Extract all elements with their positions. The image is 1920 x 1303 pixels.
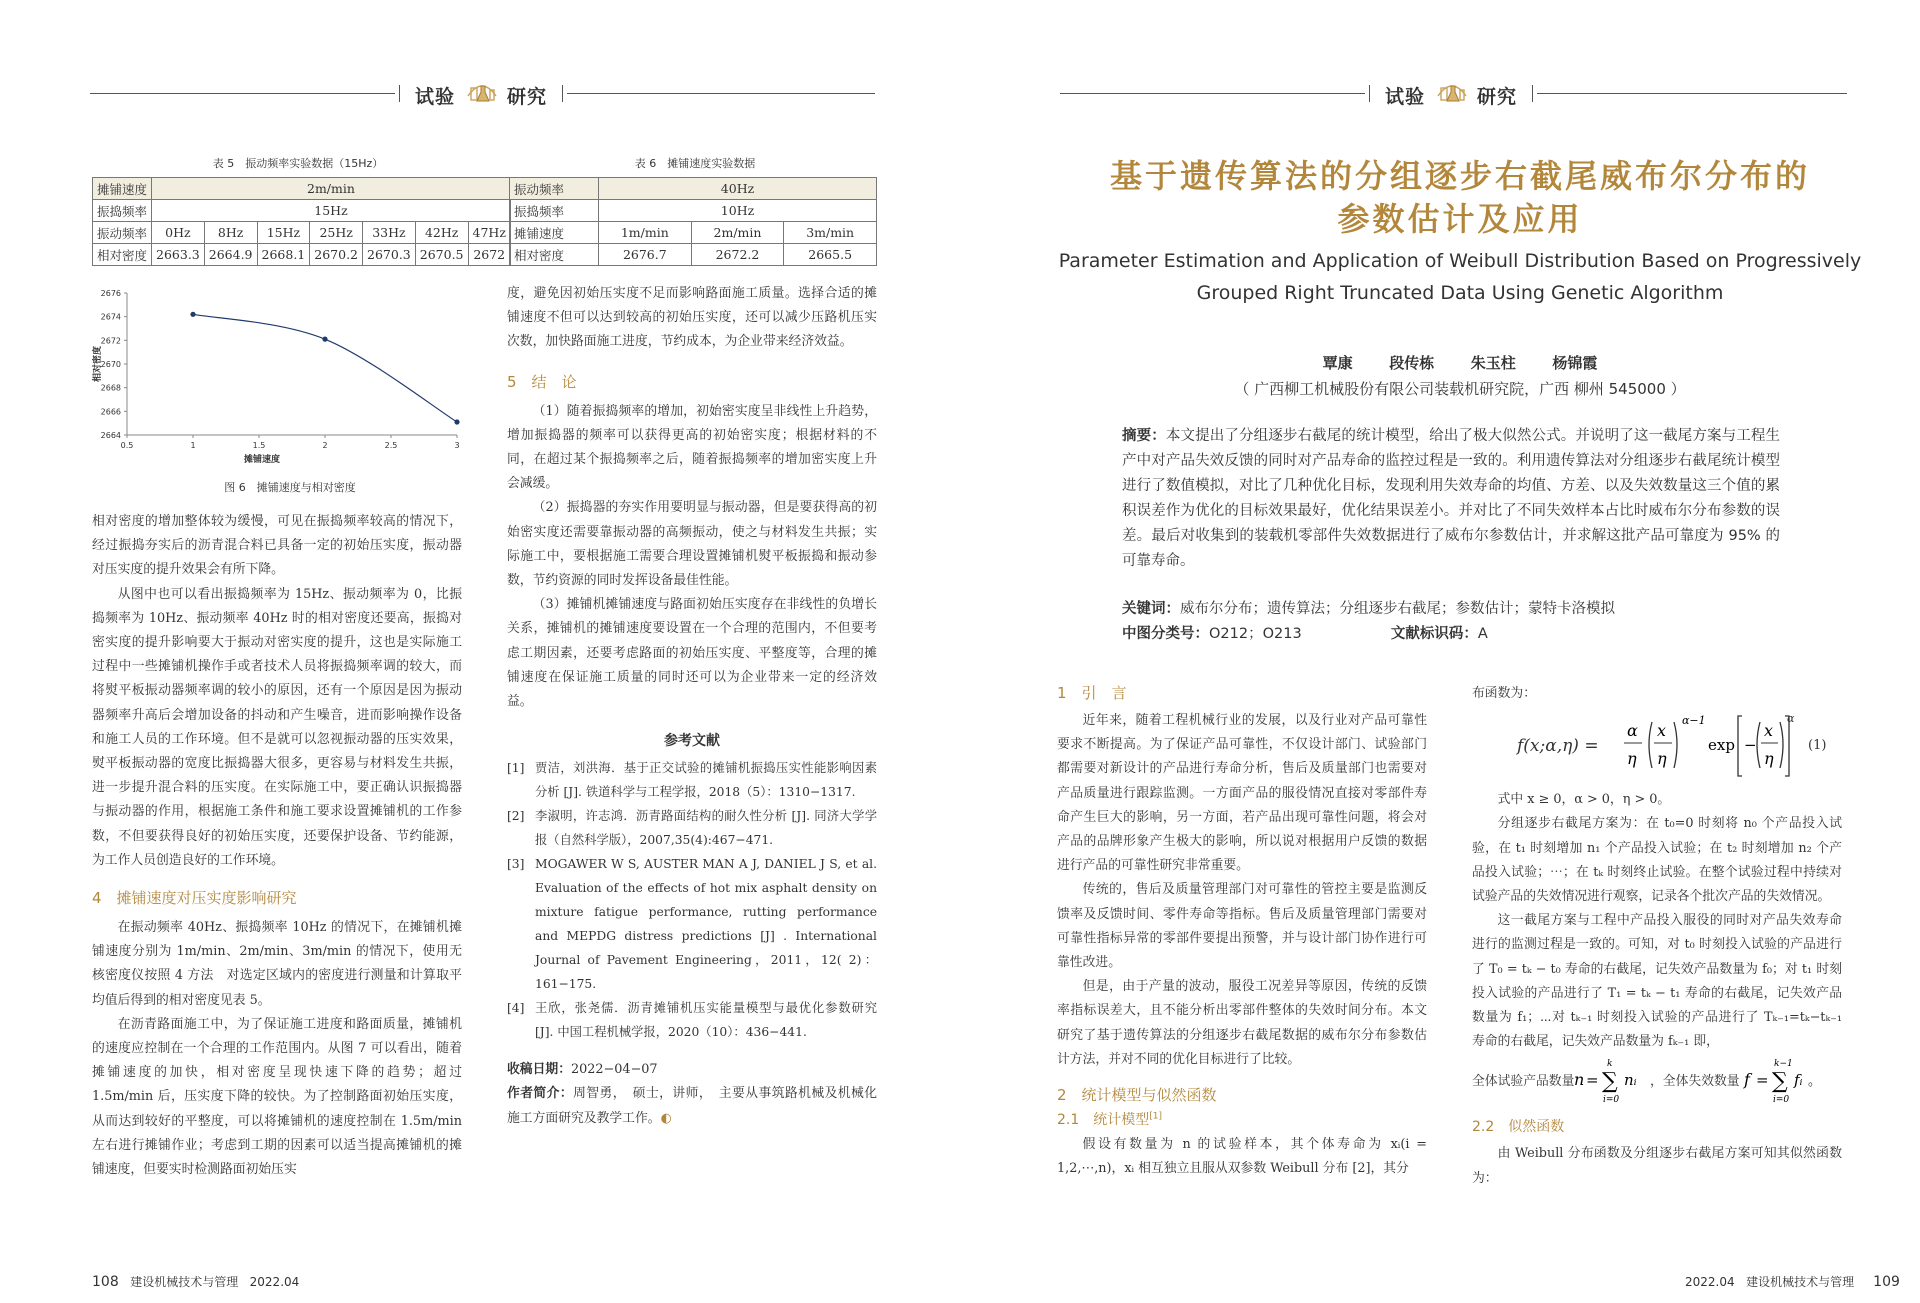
y-tick-label: 2668 [100,383,121,393]
svg-text:nᵢ: nᵢ [1624,1071,1637,1090]
formula-expression [1622,710,1795,786]
svg-text:η: η [1764,749,1774,769]
reference-item [507,996,877,1044]
svg-text:。: 。 [1808,1074,1822,1090]
article-title-cn-1: 基于遗传算法的分组逐步右截尾威布尔分布的 [1109,157,1810,195]
right-col3 [1057,682,1427,1181]
paragraph: 在振动频率 40Hz、振捣频率 10Hz 的情况下，在摊铺机摊铺速度分别为 1m/min、2m/min、3m/min 的情况下，使用无核密度仪按照 4 方法 对选定区域内的密度进行测量和计算取平均值后得到的相对密度见表 5。 [92,920,462,1008]
table-cell: 42Hz [415,222,468,244]
sum-n-expression [1572,1054,1652,1104]
section-2-1-title [1057,1109,1427,1129]
svg-text:exp: exp [1708,736,1735,755]
svg-text:i=0: i=0 [1773,1095,1790,1105]
paragraph: 假设有数量为 n 的试验样本，其个体寿命为 xᵢ(i = 1,2,⋯,n)，xᵢ 相互独立且服从双参数 Weibull 分布 [2]，其分 [1057,1137,1427,1177]
table-cell: 2668.1 [257,244,310,266]
sum-f-expression [1742,1054,1832,1104]
issue: 2022.04 [249,1275,300,1289]
left-footer [92,1273,299,1290]
x-tick-label: 3 [454,441,460,450]
section-2-1-label: 2.1 统计模型 [1057,1112,1150,1129]
paragraph: 相对密度的增加整体较为缓慢，可见在振捣频率较高的情况下，经过振捣夯实后的沥青混合料已具备一定的初始压实度，振动器对压实度的提升效果会有所下降。 [92,514,462,578]
svg-text:x: x [1764,721,1774,741]
reference-number: [4] [507,1001,525,1016]
table-cell: 47Hz [468,222,510,244]
table-cell: 15Hz [257,222,310,244]
author-name: 杨锦霞 [1552,354,1598,372]
paragraph: 由 Weibull 分布函数及分组逐步右截尾方案可知其似然函数为： [1472,1146,1842,1186]
header-rule-right-a [1060,93,1365,94]
table-cell: 相对密度 [510,244,599,266]
y-tick-label: 2664 [100,431,121,440]
section-4-title: 4 摊铺速度对压实度影响研究 [92,889,297,908]
page-number: 109 [1873,1274,1900,1290]
table-cell: 15Hz [152,200,511,222]
table-cell: 2670.3 [363,244,416,266]
authors [1040,352,1880,373]
data-point [454,419,459,424]
header-tick [562,85,563,102]
section-1-title: 1 引 言 [1057,684,1127,702]
header-title-a: 试验 [415,86,456,108]
reference-text: 贾洁，刘洪海．基于正交试验的摊铺机振捣压实性能影响因素分析 [J]. 铁道科学与工程学报，2018（5）：1310−1317. [535,761,877,800]
section-2-2-title: 2.2 似然函数 [1472,1119,1565,1136]
author-value: 周智勇， 硕士，讲师， 主要从事筑路机械及机械化施工方面研究及教学工作。 [507,1086,878,1126]
references-title: 参考文献 [664,733,720,750]
y-axis-label: 相对密度 [93,345,103,383]
table-cell: 2672.2 [691,244,784,266]
y-tick-label: 2676 [100,289,121,298]
journal-name: 建设机械技术与管理 [1746,1275,1855,1289]
paragraph: 度，避免因初始压实度不足而影响路面施工质量。选择合适的摊铺速度不但可以达到较高的初始压实度，还可以减少压路机压实次数，加快路面施工进度，节约成本，为企业带来经济效益。 [507,286,877,350]
reference-item [507,852,877,996]
abstract-text: 本文提出了分组逐步右截尾的统计模型，给出了极大似然公式。并说明了这一截尾方案与工程生产中对产品失效反馈的同时对产品寿命的监控过程是一致的。利用遗传算法对分组逐步右截尾统计模型进行了数值模拟，对比了几种优化目标，发现利用失效寿命的均值、方差、以及失效数量这三个值的累积误差作为优化的目标效果最好，优化结果误差小。并对比了不同失效样本占比时威布尔分布参数的误差。最后对收集到的装载机零部件失效数据进行了威布尔参数估计，并求解这批产品可靠度为 95% 的可靠寿命。 [1122,428,1780,569]
left-col2 [507,282,877,1131]
reference-item [507,804,877,852]
reference-text: 王欣，张尧儒．沥青摊铺机压实能量模型与最优化参数研究 [J]. 中国工程机械学报，2020（10）：436−441. [535,1001,877,1040]
table-cell: 振动频率 [93,222,152,244]
figure6-caption: 图 6 摊铺速度与相对密度 [224,481,356,494]
left-col1 [92,510,462,1182]
table-cell: 10Hz [599,200,877,222]
author-label: 作者简介： [507,1086,574,1102]
header-rule-right-b [1537,93,1847,94]
table-row [93,222,511,244]
end-mark-icon: ◐ [660,1110,672,1126]
formula-lhs: f(x;α,η) = [1517,736,1599,757]
table-cell: 2664.9 [204,244,257,266]
svg-text:α−1: α−1 [1682,714,1706,728]
reference-text: MOGAWER W S, AUSTER MAN A J, DANIEL J S, et al. Evaluation of the effects of hot mix asphalt density on mixture fatigue performance, rutting performance and MEPDG distress predictions [J] . International Journal of Pavement Engineering，2011，12( 2)：161−175. [535,857,877,992]
paragraph: 布函数为： [1472,686,1536,701]
table-cell: 0Hz [152,222,205,244]
table5-caption: 表 5 振动频率实验数据（15Hz） [212,157,384,170]
header-title-b: 研究 [507,86,548,108]
y-tick-label: 2666 [100,407,121,417]
svg-text:k−1: k−1 [1774,1059,1793,1070]
table-cell: 2670.5 [415,244,468,266]
svg-text:n: n [1574,1070,1585,1090]
clc-label: 中图分类号： [1122,626,1209,642]
table-cell: 25Hz [310,222,363,244]
y-tick-label: 2674 [100,312,121,322]
reference-number: [2] [507,809,525,824]
table6-caption: 表 6 摊铺速度实验数据 [634,157,756,170]
doc-code-value: A [1477,626,1488,642]
table-cell: 振捣频率 [510,200,599,222]
page-number: 108 [92,1274,119,1290]
header-title-a: 试验 [1385,86,1426,108]
svg-text:∑: ∑ [1602,1069,1618,1095]
table-row [510,222,877,244]
doc-code-label: 文献标识码： [1390,626,1478,642]
x-tick-label: 1 [190,441,196,450]
paragraph: 分组逐步右截尾方案为：在 t₀=0 时刻将 n₀ 个产品投入试验，在 t₁ 时刻增加 n₁ 个产品投入试验；在 t₂ 时刻增加 n₂ 个产品投入试验；⋯；在 tₖ 时刻终止试验。在整个试验过程中持续对试验产品的失效情况进行观察，记录各个批次产品的失效情况。 [1472,816,1842,905]
paragraph: 从图中也可以看出振捣频率为 15Hz、振动频率为 0，比振捣频率为 10Hz、振动频率 40Hz 时的相对密度还要高，振捣对密实度的提升影响要大于振动对密实度的提升，这也是实际施工过程中一些摊铺机操作手或者技术人员将振捣频率调的较大，而将熨平板振动器频率调的较小的原因，还有一个原因是因为振动器频率升高后会增加设备的抖动和产生噪音，进而影响操作设备和施工人员的工作环境。但不是就可以忽视振动器的压实效果，熨平板振动器的宽度比振捣器大很多，更容易与材料发生共振，进一步提升混合料的压实度。在实际施工中，要正确认识振捣器与振动器的作用，根据施工条件和施工要求设置摊铺机的工作参数，不但要获得良好的初始压实度，还要保护设备、节约能源，为工作人员创造良好的工作环境。 [92,586,462,868]
reference-item [507,756,877,804]
journal-name: 建设机械技术与管理 [130,1275,239,1289]
table-cell: 33Hz [363,222,416,244]
y-tick-label: 2672 [100,336,121,346]
flask-icon [1435,74,1469,104]
sum-text: ，全体失效数量 [1650,1074,1740,1090]
header-title-b: 研究 [1477,86,1518,108]
table-cell: 3m/min [784,222,877,244]
section-2-title: 2 统计模型与似然函数 [1057,1086,1217,1105]
abstract [1122,424,1780,574]
author-name: 覃康 [1322,354,1353,372]
paragraph: 近年来，随着工程机械行业的发展，以及行业对产品可靠性要求不断提高。为了保证产品可靠性，不仅设计部门、试验部门都需要对新设计的产品进行寿命分析，售后及质量部门也需要对产品质量进行跟踪监测。一方面产品的服役情况直接对零部件寿命产生巨大的影响，另一方面，若产品出现可靠性问题，将会对产品的品牌形象产生极大的影响，所以说对根据用户反馈的数据进行产品的可靠性研究非常重要。 [1057,713,1427,874]
received-date [507,1058,877,1082]
reference-text: 李淑明，许志鸿．沥青路面结构的耐久性分析 [J]. 同济大学学报（自然科学版），2007,35(4):467−471. [535,809,877,848]
formula-1 [1472,710,1842,786]
paragraph: （1）随着振捣频率的增加，初始密实度呈非线性上升趋势，增加振捣器的频率可以获得更高的初始密实度；根据材料的不同，在超过某个振捣频率之后，随着振捣频率的增加密实度上升会减缓。 [507,403,877,492]
header-tick [1532,85,1533,102]
paragraph: 这一截尾方案与工程中产品投入服役的同时对产品失效寿命进行的监测过程是一致的。可知，对 t₀ 时刻投入试验的产品进行了 T₀ = tₖ − t₀ 寿命的右截尾，记失效产品数量为 f₀；对 t₁ 时刻投入试验的产品进行了 T₁ = tₖ − t₁ 寿命的右截尾，记失效产品数量为 f₁；⋯对 tₖ₋₁ 时刻投入试验的产品进行了 Tₖ₋₁=tₖ−tₖ₋₁ 寿命的右截尾，记失效产品数量为 fₖ₋₁ 即， [1472,913,1842,1050]
keywords-label: 关键词： [1122,601,1180,617]
article-title-en-2: Grouped Right Truncated Data Using Genetic Algorithm [1196,282,1724,304]
x-tick-label: 2 [322,441,328,450]
table-row [93,244,511,266]
svg-text:∑: ∑ [1772,1069,1788,1095]
header-tick [399,85,400,102]
flask-icon [465,74,499,104]
received-label: 收稿日期： [507,1062,571,1078]
header-rule-left-a [90,93,395,94]
table-cell: 摊铺速度 [510,222,599,244]
keywords [1122,597,1782,618]
formula-condition: 式中 x ≥ 0，α > 0，η > 0。 [1497,792,1671,808]
right-col4 [1472,682,1842,1191]
issue: 2022.04 [1685,1275,1735,1289]
keywords-text: 威布尔分布；遗传算法；分组逐步右截尾；参数估计；蒙特卡洛模拟 [1180,601,1615,617]
table-cell: 2m/min [152,178,511,200]
reference-number: [3] [507,857,525,872]
affiliation: （ 广西柳工机械股份有限公司装载机研究院，广西 柳州 545000 ） [1234,380,1686,398]
table-cell: 8Hz [204,222,257,244]
author-name: 朱玉柱 [1470,354,1516,372]
sum-text: 全体试验产品数量 [1472,1074,1575,1090]
x-tick-label: 2.5 [384,441,398,450]
header-rule-left-b [567,93,875,94]
svg-text:=: = [1756,1071,1769,1090]
table-row [510,178,877,200]
article-title-en-1: Parameter Estimation and Application of Weibull Distribution Based on Progressively [1058,250,1862,272]
svg-text:fᵢ: fᵢ [1794,1071,1803,1090]
data-point [190,312,195,317]
x-axis-label: 摊铺速度 [243,455,281,465]
svg-text:k: k [1607,1059,1613,1070]
table-cell: 振动频率 [510,178,599,200]
svg-text:f: f [1744,1070,1750,1090]
svg-text:=: = [1586,1071,1599,1090]
paragraph: 在沥青路面施工中，为了保证施工进度和路面质量，摊铺机的速度应控制在一个合理的工作范围内。从图 7 可以看出，随着摊铺速度的加快，相对密度呈现快速下降的趋势；超过 1.5m/min 后，压实度下降的较快。为了控制路面初始压实度，从而达到较好的平整度，可以将摊铺机的速度控制在 1.5m/min 左右进行摊铺作业；考虑到工期的因素可以适当提高摊铺机的摊铺速度，但要实时检测路面初始压实 [92,1016,462,1178]
series-line [193,314,457,422]
y-tick-label: 2670 [100,360,121,369]
paragraph: （3）摊铺机摊铺速度与路面初始压实度存在非线性的负增长关系，摊铺机的摊铺速度要设置在一个合理的范围内，不但要考虑工期因素，还要考虑路面的初始压实度、平整度等，合理的摊铺速度在保证施工质量的同时还可以为企业带来一定的经济效益。 [507,597,877,710]
table-row [93,178,511,200]
table-cell: 2672 [468,244,510,266]
reference-number: [1] [507,761,525,776]
article-title-cn-2: 参数估计及应用 [1337,200,1583,238]
received-value: 2022−04−07 [570,1062,658,1078]
data-point [322,337,327,342]
table-cell: 2676.7 [599,244,692,266]
svg-text:η: η [1657,749,1667,769]
exponent-alpha: α [1787,712,1795,726]
author-bio [507,1082,877,1130]
table-cell: 2670.2 [310,244,363,266]
table-cell: 2665.5 [784,244,877,266]
table5 [92,177,511,266]
table-cell: 2m/min [691,222,784,244]
clc-value: O212；O213 [1209,626,1302,642]
table-cell: 40Hz [599,178,877,200]
section-5-title: 5 结 论 [507,372,577,391]
formula-number: (1) [1808,738,1827,754]
x-tick-label: 0.5 [120,441,134,450]
header-tick [1369,85,1370,102]
svg-text:x: x [1657,721,1667,741]
table6 [509,177,877,266]
svg-text:α: α [1627,721,1638,741]
table-cell: 振捣频率 [93,200,152,222]
right-footer [1685,1273,1900,1290]
paragraph: （2）振捣器的夯实作用要明显与振动器，但是要获得高的初始密实度还需要靠振动器的高频振动，使之与材料发生共振；实际施工中，要根据施工需要合理设置摊铺机熨平板振捣和振动参数，节约资源的同时发挥设备最佳性能。 [507,500,877,589]
table-cell: 摊铺速度 [93,178,152,200]
table-row [510,244,877,266]
svg-text:η: η [1627,749,1637,769]
figure6-chart [92,285,472,470]
table-row [510,200,877,222]
paragraph: 但是，由于产量的波动，服役工况差异等原因，传统的反馈率指标误差大，且不能分析出零部件整体的失效时间分布。本文研究了基于遗传算法的分组逐步右截尾数据的威布尔分布参数估计方法，并对不同的优化目标进行了比较。 [1057,979,1427,1067]
table-cell: 相对密度 [93,244,152,266]
sum-formula [1472,1054,1842,1104]
paragraph: 传统的，售后及质量管理部门对可靠性的管控主要是监测反馈率及反馈时间、零件寿命等指标。售后及质量管理部门需要对可靠性指标异常的零部件要提出预警，并与设计部门协作进行可靠性改进。 [1057,882,1427,971]
classification [1122,622,1782,643]
svg-text:−: − [1744,736,1757,755]
author-name: 段传栋 [1389,354,1435,372]
table-row [93,200,511,222]
svg-text:i=0: i=0 [1603,1095,1620,1105]
citation: [1] [1149,1111,1163,1122]
table-cell: 2663.3 [152,244,205,266]
abstract-label: 摘要： [1122,428,1166,444]
x-tick-label: 1.5 [252,441,266,450]
table-cell: 1m/min [599,222,692,244]
